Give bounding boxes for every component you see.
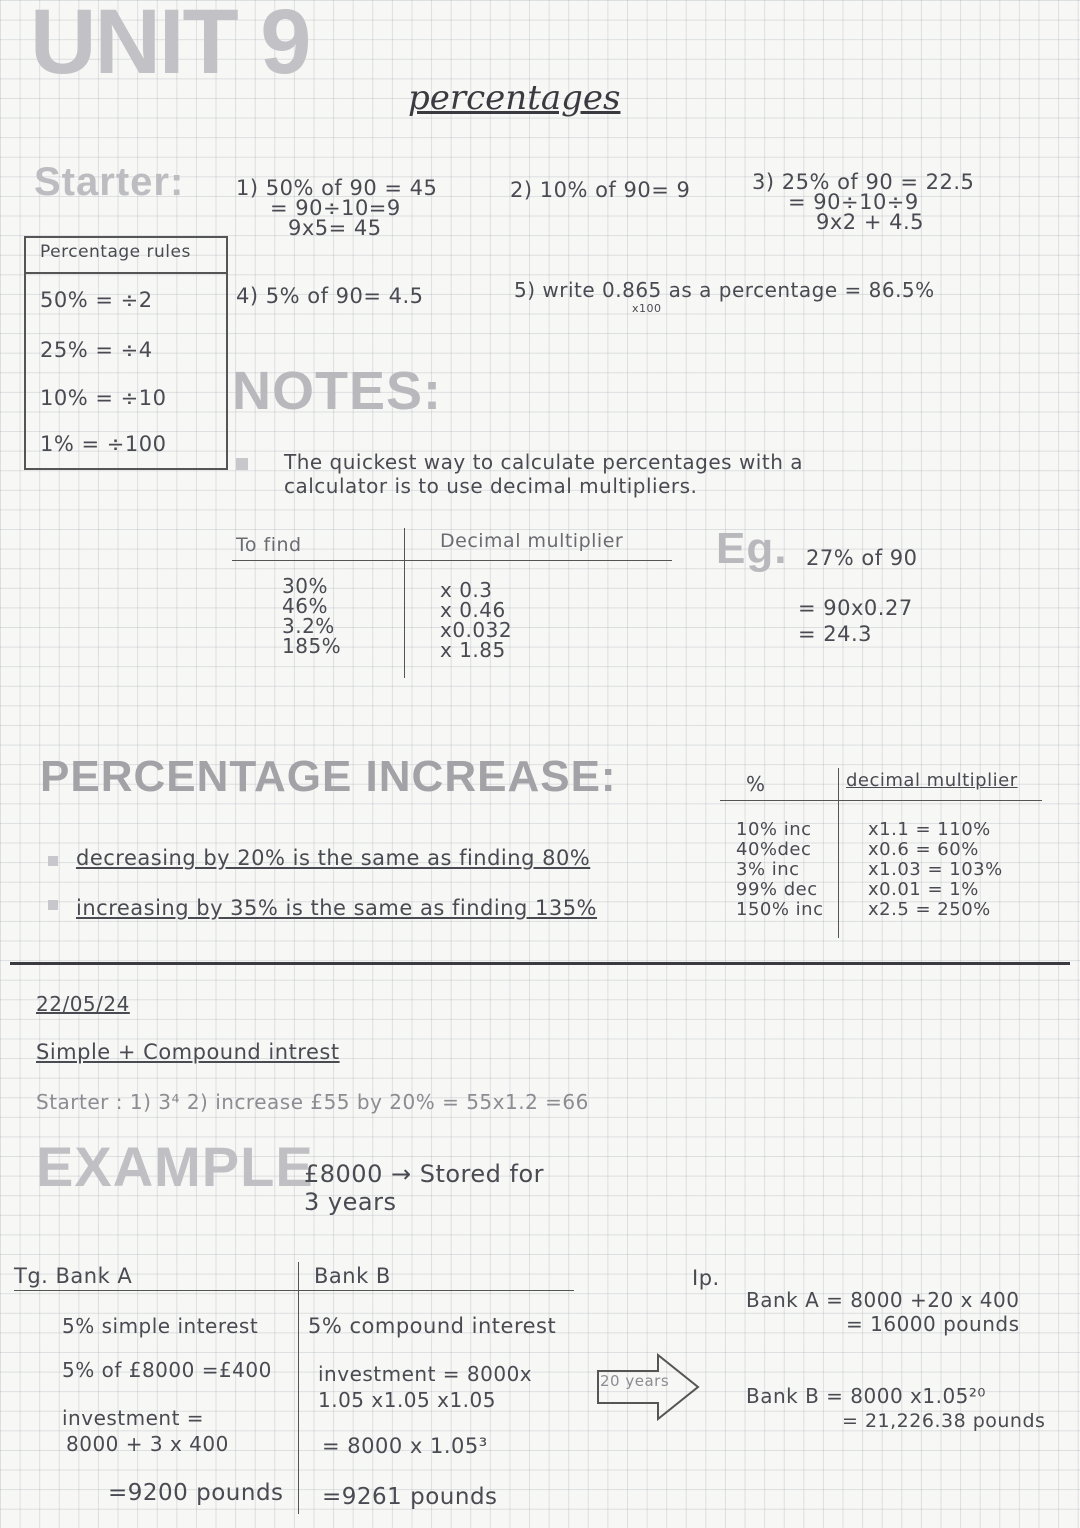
unit-title: UNIT 9 [30,0,310,93]
interest-title: Simple + Compound intrest [36,1040,340,1064]
starter-label: Starter: [34,160,185,204]
starter-q3 [752,172,974,232]
increase-mult-value: x2.5 = 250% [868,899,991,920]
increase-mult-column [868,820,1003,920]
find-value: 185% [282,634,342,658]
bank-b-label: Bank B [314,1264,391,1288]
starter-q1 [236,178,437,238]
increase-pct-value: 10% inc [736,819,812,840]
increase-table-divider [838,768,839,938]
bank-a-line: 5% simple interest [62,1314,259,1338]
table-divider [232,560,672,561]
find-value: 3.2% [282,614,335,638]
multiplier-value: x 0.3 [440,578,493,602]
percentage-increase-heading: PERCENTAGE INCREASE: [40,752,617,801]
bank-a-line: 8000 + 3 x 400 [66,1432,229,1456]
eg-line: = 24.3 [798,622,873,646]
bullet-icon [48,856,58,866]
rules-divider [24,272,226,274]
multiplier-value: x 0.46 [440,598,506,622]
ip-bank-a-line: = 16000 pounds [846,1312,1020,1336]
bank-b-result: =9261 pounds [322,1484,498,1510]
find-column [282,576,341,656]
increase-pct-value: 40%dec [736,839,812,860]
bank-a-result: =9200 pounds [108,1480,284,1506]
increase-pct-value: 99% dec [736,879,818,900]
rule-item: 50% = ÷2 [40,288,153,312]
q1-line: = 90÷10=9 [270,196,401,220]
eg-line: 27% of 90 [806,546,918,570]
increase-table-header-pct: % [746,772,766,796]
example-text: 3 years [304,1188,397,1216]
q3-line: = 90÷10÷9 [788,190,919,214]
increase-pct-value: 3% inc [736,859,800,880]
rules-title: Percentage rules [40,242,191,262]
page-subtitle: percentages [408,78,621,118]
table-header-find: To find [236,534,302,556]
bank-divider [298,1262,299,1514]
increase-table-divider [720,800,1042,801]
increase-mult-value: x1.03 = 103% [868,859,1003,880]
bullet-icon [48,900,58,910]
bank-b-line: 1.05 x1.05 x1.05 [318,1388,496,1412]
ip-bank-b-line: Bank B = 8000 x1.05²⁰ [746,1384,986,1408]
increase-bullet-2: increasing by 35% is the same as finding 135% [76,896,598,920]
ip-bank-b-line: = 21,226.38 pounds [842,1410,1046,1432]
multiplier-value: x0.032 [440,618,513,642]
table-header-multiplier: Decimal multiplier [440,530,624,552]
interest-starter: Starter : 1) 3⁴ 2) increase £55 by 20% = 55x1.2 =66 [36,1090,589,1114]
q3-line: 3) 25% of 90 = 22.5 [752,170,975,194]
q1-line: 9x5= 45 [288,216,382,240]
bank-b-line: investment = 8000x [318,1362,533,1386]
bank-divider [14,1290,574,1291]
ip-bank-a-line: Bank A = 8000 +20 x 400 [746,1288,1020,1312]
find-value: 46% [282,594,328,618]
increase-mult-value: x0.01 = 1% [868,879,979,900]
rule-item: 1% = ÷100 [40,432,167,456]
bank-b-line: = 8000 x 1.05³ [322,1434,488,1458]
eg-label: Eg. [716,524,788,573]
bank-a-line: investment = [62,1406,205,1430]
example-text: £8000 → Stored for [304,1160,545,1188]
notes-line-1: The quickest way to calculate percentages with a [284,450,803,474]
example-heading: EXAMPLE [36,1135,314,1198]
rule-item: 25% = ÷4 [40,338,153,362]
increase-pct-value: 150% inc [736,899,824,920]
starter-q5: 5) write 0.865 as a percentage = 86.5% [514,278,935,302]
notes-line-2: calculator is to use decimal multipliers. [284,474,698,498]
arrow-label: 20 years [600,1372,670,1390]
interest-date: 22/05/24 [36,992,130,1016]
find-value: 30% [282,574,328,598]
bank-a-line: 5% of £8000 =£400 [62,1358,272,1382]
increase-table-header-mult: decimal multiplier [846,770,1018,791]
q1-line: 1) 50% of 90 = 45 [236,176,438,200]
increase-mult-value: x1.1 = 110% [868,819,991,840]
q3-line: 9x2 + 4.5 [816,210,924,234]
notes-heading: NOTES: [232,361,443,421]
increase-mult-value: x0.6 = 60% [868,839,979,860]
increase-pct-column [736,820,824,920]
multiplier-value: x 1.85 [440,638,506,662]
starter-q4: 4) 5% of 90= 4.5 [236,284,424,308]
multiplier-column [440,580,512,660]
eg-line: = 90x0.27 [798,596,913,620]
starter-q5-note: x100 [632,302,662,315]
bank-b-line: 5% compound interest [308,1314,557,1338]
bank-a-label: Tg. Bank A [14,1264,133,1288]
starter-q2: 2) 10% of 90= 9 [510,178,691,202]
increase-bullet-1: decreasing by 20% is the same as finding 80% [76,846,591,870]
section-divider [10,962,1070,965]
bullet-icon [236,458,248,470]
rule-item: 10% = ÷10 [40,386,167,410]
ip-label: Ip. [692,1266,720,1290]
table-divider [404,528,405,678]
